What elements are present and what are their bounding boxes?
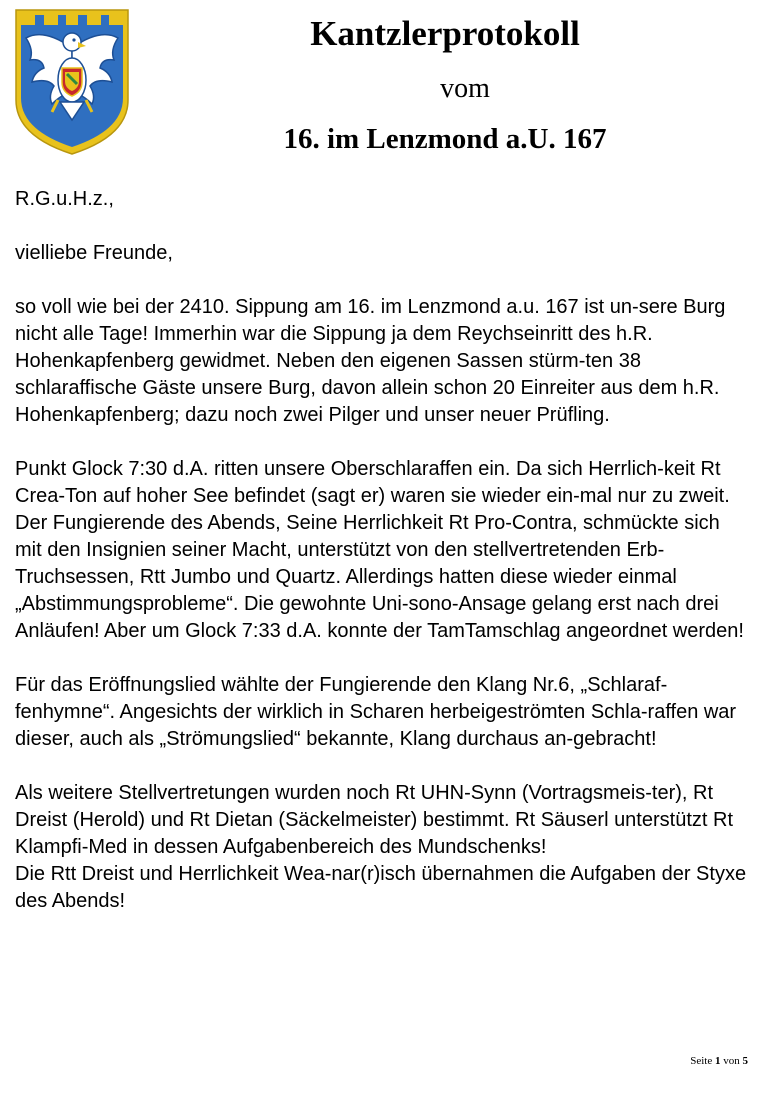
- paragraph-deputies: Als weitere Stellvertretungen wurden noch Rt UHN-Synn (Vortragsmeis-ter), Rt Dreist (Herold) und Rt Dietan (Säckelmeister) bestimmt. Rt Säuserl unterstützt Rt Klampfi-Med in dessen Aufgabenbereich des Mundschenks!: [15, 782, 733, 858]
- paragraph-anthem: Für das Eröffnungslied wählte der Fungierende den Klang Nr.6, „Schlaraf-fenhymne“. Angesichts der wirklich in Scharen herbeigeströmten Schla-raffen war dieser, auch als „Strömungslied“ bekannte, Klang durchaus an-gebracht!: [15, 674, 737, 750]
- document-date: 16. im Lenzmond a.U. 167: [283, 123, 607, 155]
- paragraph-opening: Punkt Glock 7:30 d.A. ritten unsere Oberschlaraffen ein. Da sich Herrlich-keit Rt Crea-Ton auf hoher See befindet (sagt er) waren sie wieder ein-mal nur zu zweit. Der Fungierende des Abends, Seine Herrlichkeit Rt Pro-Contra, schmückte sich mit den Insignien seiner Macht, unterstützt von den stellvertretenden Erb-Truchsessen, Rtt Jumbo und Quartz. Allerdings hatten diese wieder einmal „Abstimmungsprobleme“. Die gewohnte Uni-sono-Ansage gelang erst nach drei Anläufen! Aber um Glock 7:33 d.A. konnte der TamTamschlag angeordnet werden!: [15, 458, 744, 642]
- title-connector: vom: [440, 73, 490, 104]
- total-pages: 5: [742, 1055, 748, 1067]
- paragraph-attendance: so voll wie bei der 2410. Sippung am 16. im Lenzmond a.u. 167 ist un-sere Burg nicht alle Tage! Immerhin war die Sippung ja dem Reychseinritt des h.R. Hohenkapfenberg gewidmet. Neben den eigenen Sassen stürm-ten 38 schlaraffische Gäste unsere Burg, davon allein schon 20 Einreiter aus dem h.R. Hohenkapfenberg; dazu noch zwei Pilger und unser neuer Prüfling.: [15, 296, 726, 426]
- page-number: [690, 1055, 748, 1067]
- page-separator: von: [723, 1055, 740, 1067]
- paragraph-styx: Die Rtt Dreist und Herrlichkeit Wea-nar(r)isch übernahmen die Aufgaben der Styxe des Abends!: [15, 863, 747, 912]
- eagle-crest-icon: [14, 8, 130, 156]
- greeting: R.G.u.H.z.,: [15, 188, 114, 210]
- document-title: Kantzlerprotokoll: [310, 14, 580, 53]
- salutation: vielliebe Freunde,: [15, 242, 173, 264]
- page-prefix: Seite: [690, 1055, 713, 1067]
- current-page: 1: [715, 1055, 721, 1067]
- protocol-body: [15, 186, 751, 942]
